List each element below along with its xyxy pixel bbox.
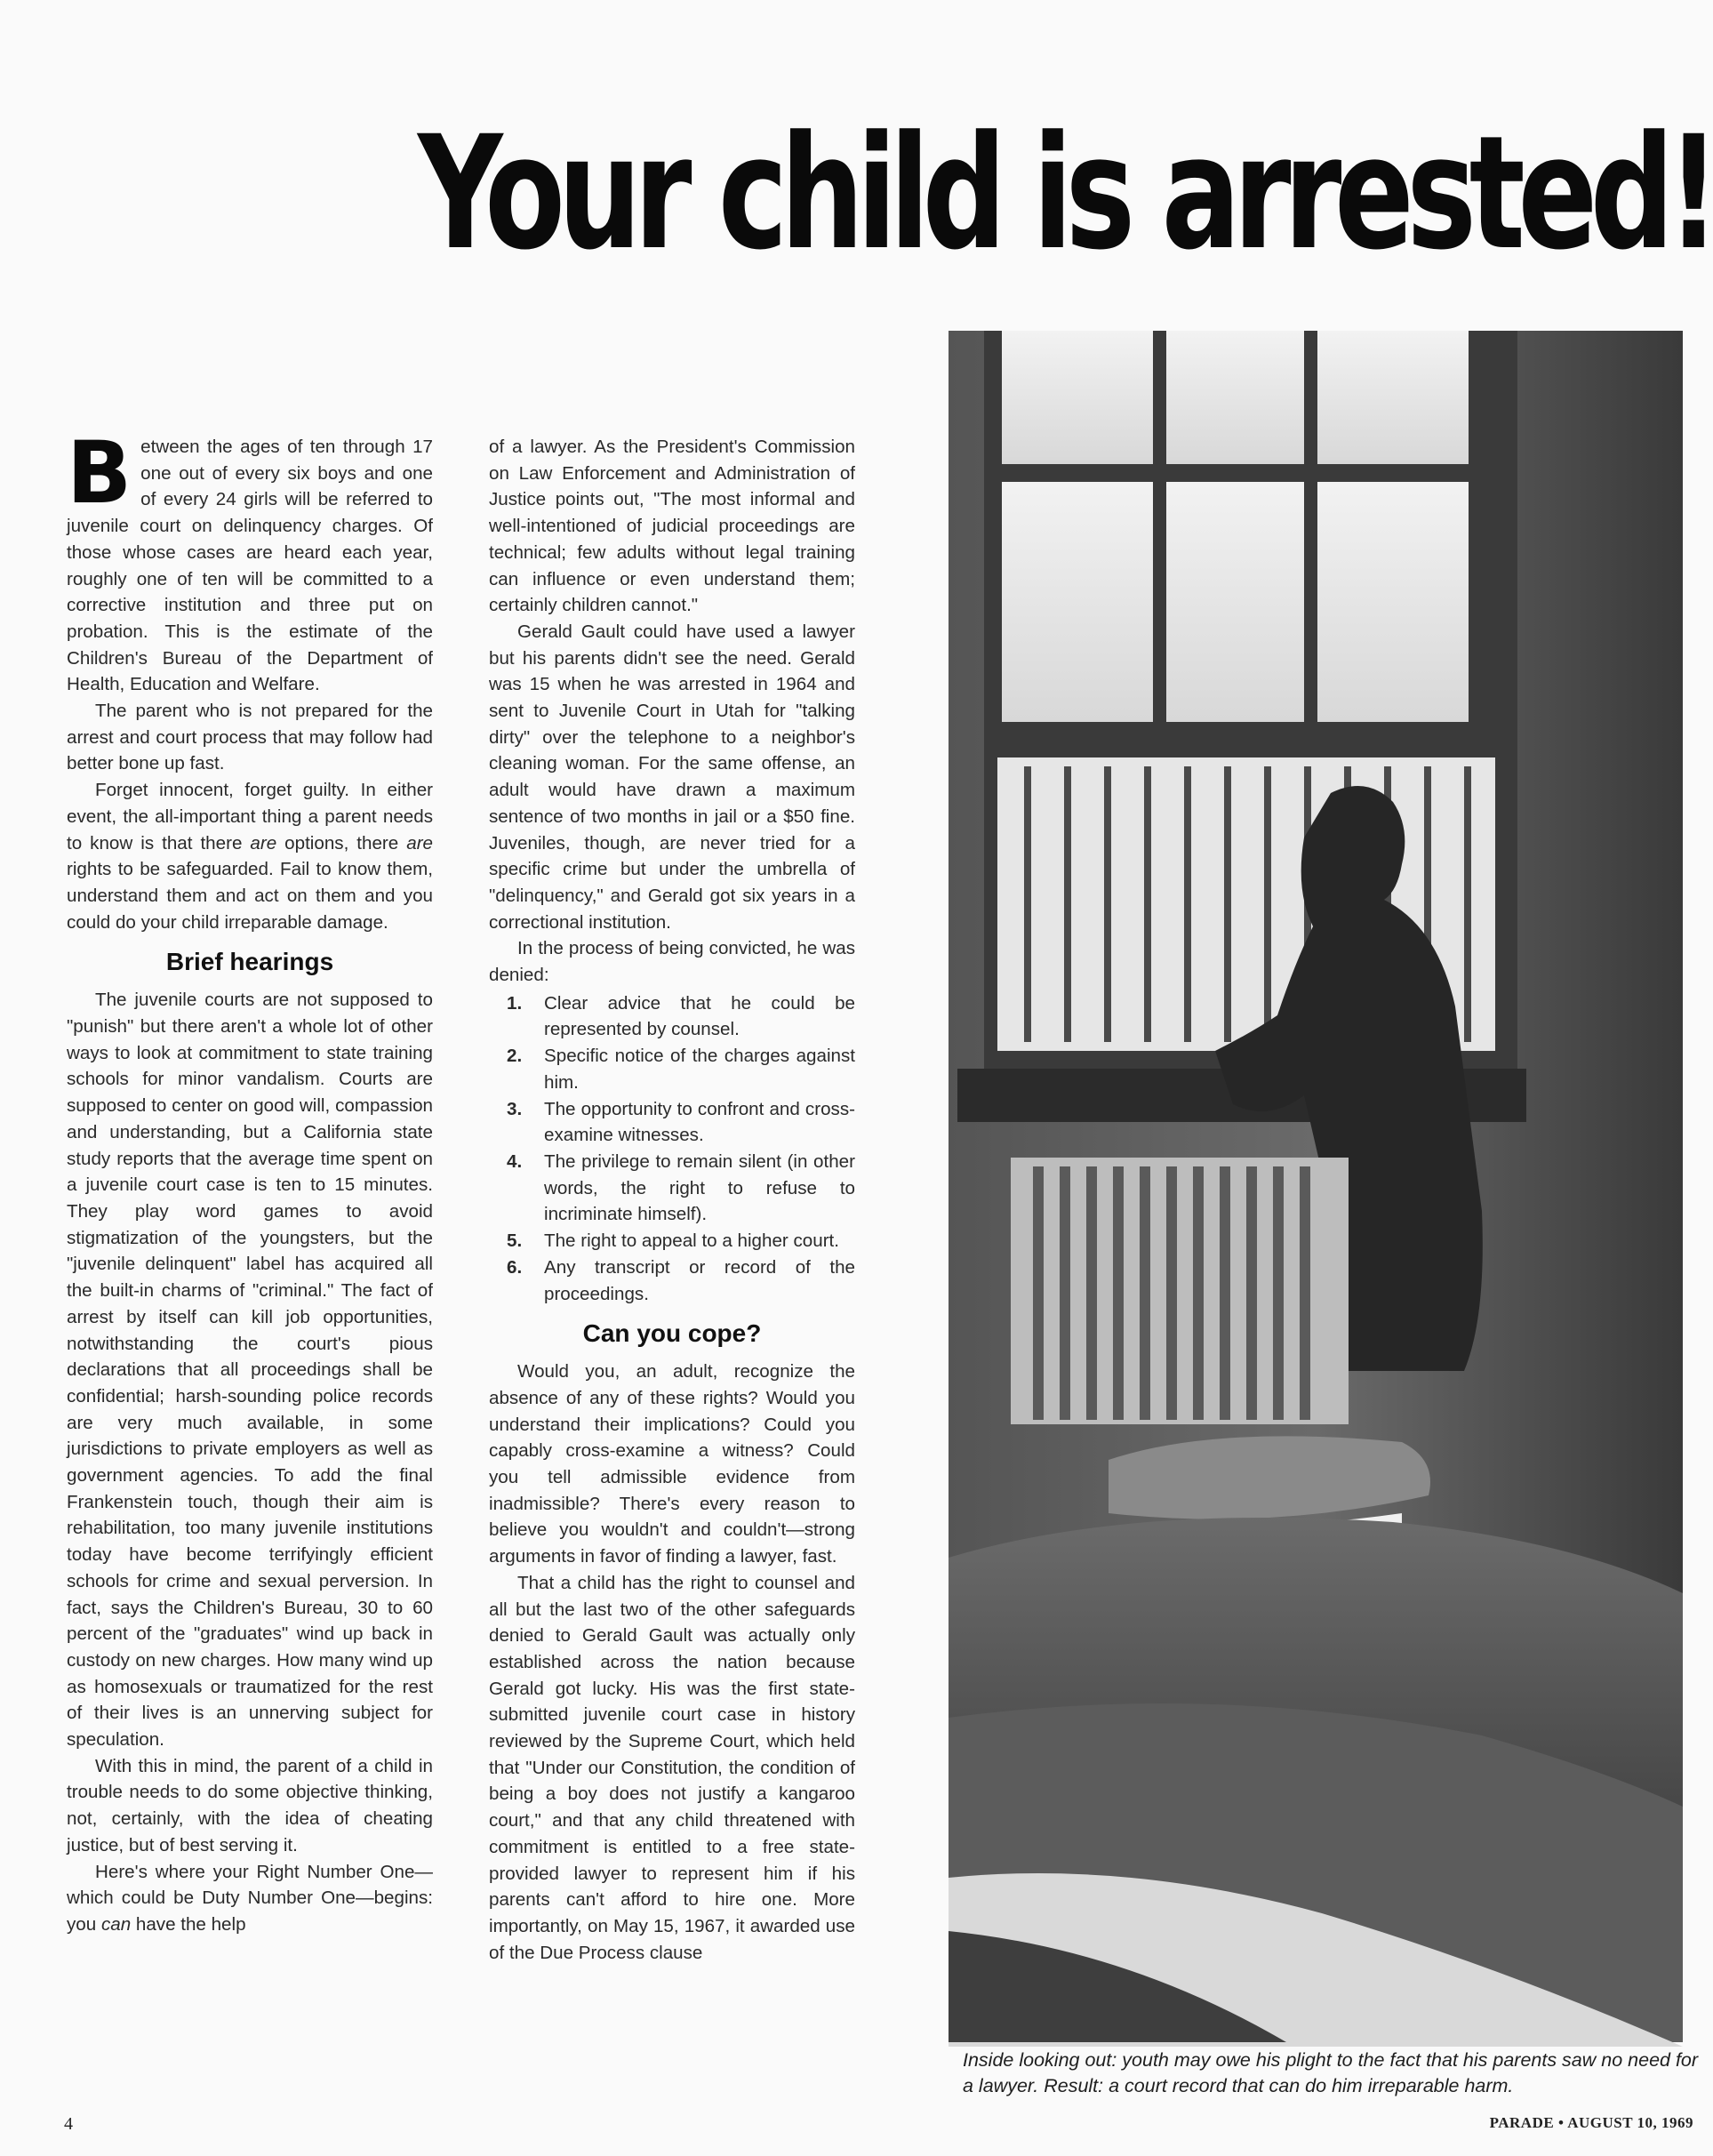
paragraph: Here's where your Right Number One—which could be Duty Number One—begins: you can have the help [67, 1861, 433, 1935]
cell-window-photo [949, 331, 1683, 2042]
page-number: 4 [64, 2114, 73, 2134]
article-column-1 [67, 423, 433, 1938]
paragraph: Would you, an adult, recognize the absence of any of these rights? Would you understand their implications? Could you capably cross-examine a witness? Could you tell admissible evidence from inadmissible? There's every reason to believe you wouldn't and couldn't—strong arguments in favor of finding a lawyer, fast. [489, 1361, 855, 1567]
paragraph: of a lawyer. As the President's Commission on Law Enforcement and Administration of Justice points out, "The most informal and well-intentioned of judicial proceedings are technical; few adults without legal training can influence or even understand them; certainly children cannot." [489, 437, 855, 616]
article-column-2 [489, 434, 855, 1966]
paragraph: Forget innocent, forget guilty. In either event, the all-important thing a parent needs to know is that there are options, there are rights to be safeguarded. Fail to know them, understand them and act on them and you could do your child irreparable damage. [67, 780, 433, 933]
list-item: 6. Any transcript or record of the proceedings. [507, 1256, 855, 1304]
headline: Your child is arrested! [418, 102, 1713, 285]
subhead-can-you-cope: Can you cope? [582, 1319, 762, 1348]
list-item: 3. The opportunity to confront and cross-examine witnesses. [507, 1098, 855, 1146]
list-item: 4. The privilege to remain silent (in other words, the right to refuse to incriminate himself). [507, 1150, 855, 1225]
list-item: 2. Specific notice of the charges against him. [507, 1046, 855, 1093]
paragraph: Gerald Gault could have used a lawyer but his parents didn't see the need. Gerald was 15 when he was arrested in 1964 and sent to Juvenile Court in Utah for "talking dirty" over the telephone to a neighbor's cleaning woman. For the same offense, an adult would have drawn a maximum sentence of two months in jail or a $50 fine. Juveniles, though, are never tried for a specific crime but under the umbrella of "delinquency," and Gerald got six years in a correctional institution. [489, 621, 855, 933]
footer-publication-date: PARADE • AUGUST 10, 1969 [1489, 2114, 1693, 2131]
photo-caption: Inside looking out: youth may owe his plight to the fact that his parents saw no need for a lawyer. Result: a court record that can do him irreparable harm. [963, 2049, 1699, 2096]
list-item: 1. Clear advice that he could be represented by counsel. [507, 992, 855, 1040]
list-item: 5. The right to appeal to a higher court. [507, 1230, 839, 1252]
intro-paragraph: Between the ages of ten through 17 one out of every six boys and one of every 24 girls will be referred to juvenile court on delinquency charges. Of those whose cases are heard each year, roughly one of ten will be committed to a corrective institution and three put on probation. This is the estimate of the Children's Bureau of the Department of Health, Education and Welfare. [67, 423, 433, 695]
drop-cap: B [67, 423, 132, 523]
paragraph: In the process of being convicted, he was denied: [489, 938, 855, 986]
subhead-brief-hearings: Brief hearings [165, 948, 334, 976]
paragraph: With this in mind, the parent of a child in trouble needs to do some objective thinking, not, certainly, with the idea of cheating justice, but of best serving it. [67, 1755, 433, 1855]
paragraph: The juvenile courts are not supposed to "punish" but there aren't a whole lot of other ways to look at commitment to state training schools for minor vandalism. Courts are supposed to center on good will, compassion and understanding, but a California state study reports that the average time spent on a juvenile court case is ten to 15 minutes. They play word games to avoid stigmatization of the youngsters, but the "juvenile delinquent" label has acquired all the built-in charms of "criminal." The fact of arrest by itself can kill job opportunities, notwithstanding the court's pious declarations that all proceedings shall be confidential; harsh-sounding police records are very much available, in some jurisdictions to private employers as well as government agencies. To add the final Frankenstein touch, though their aim is rehabilitation, too many juvenile institutions today have become terrifyingly efficient schools for crime and sexual perversion. In fact, says the Children's Bureau, 30 to 60 percent of the "graduates" wind up back in custody on new charges. How many wind up as homosexuals or traumatized for the rest of their lives is an unnerving subject for speculation. [67, 990, 433, 1751]
denied-rights-list [489, 990, 855, 1307]
paragraph: That a child has the right to counsel and all but the last two of the other safeguards denied to Gerald Gault was actually only established across the nation because Gerald got lucky. His was the first state-submitted juvenile court case in history reviewed by the Supreme Court, which held that "Under our Constitution, the condition of being a boy does not justify a kangaroo court," and that any child threatened with commitment is entitled to a free state-provided lawyer to represent him if his parents can't afford to hire one. More importantly, on May 15, 1967, it awarded use of the Due Process clause [489, 1572, 855, 1963]
paragraph: The parent who is not prepared for the arrest and court process that may follow had better bone up fast. [67, 701, 433, 774]
